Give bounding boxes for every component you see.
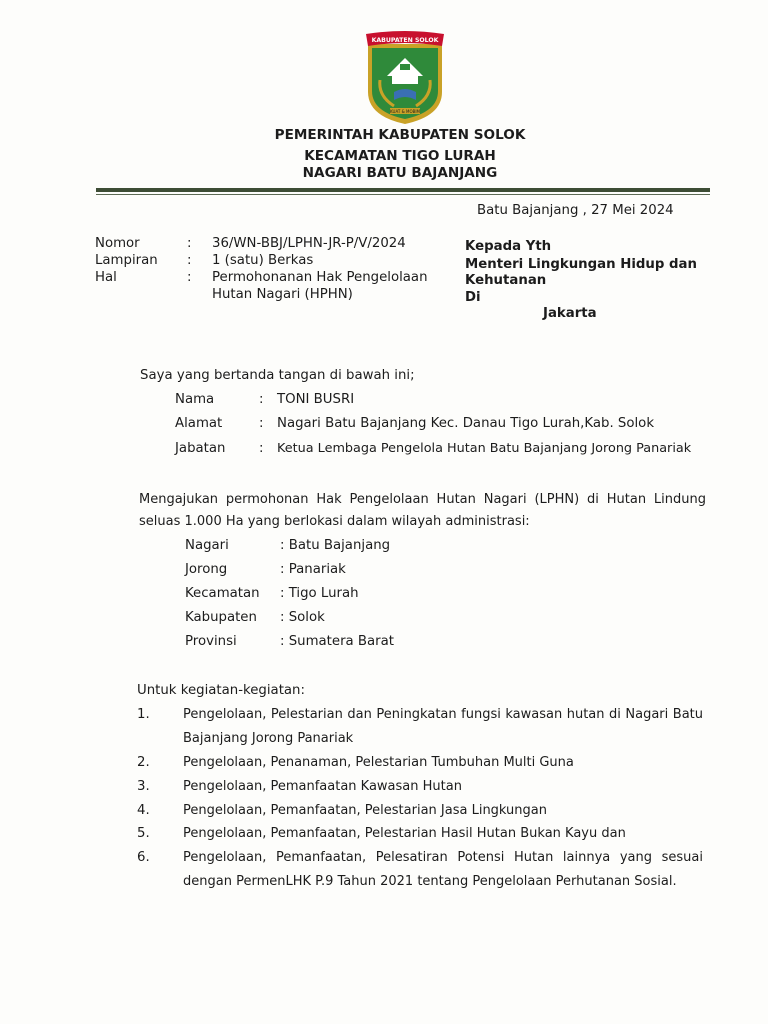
signer-jabatan-label: Jabatan — [175, 441, 226, 456]
signer-nama-label: Nama — [175, 392, 215, 407]
activity-3-number: 3. — [137, 779, 150, 794]
location-nagari-value: : Batu Bajanjang — [280, 538, 391, 553]
signer-alamat-label: Alamat — [175, 416, 223, 431]
hal-label: Hal — [95, 270, 117, 285]
location-kabupaten-value: : Solok — [280, 610, 325, 625]
hal-value-line1: Permohonanan Hak Pengelolaan — [212, 270, 428, 285]
activity-3-text: Pengelolaan, Pemanfaatan Kawasan Hutan — [183, 779, 462, 794]
letterhead-line3: NAGARI BATU BAJANJANG — [302, 165, 498, 181]
request-line2: seluas 1.000 Ha yang berlokasi dalam wilayah administrasi: — [139, 514, 530, 529]
activity-1-number: 1. — [137, 707, 150, 722]
signer-alamat-colon: : — [259, 416, 264, 431]
signer-alamat-value: Nagari Batu Bajanjang Kec. Danau Tigo Lurah,Kab. Solok — [277, 416, 655, 431]
hal-value-line2: Hutan Nagari (HPHN) — [212, 287, 353, 302]
letterhead-line1: PEMERINTAH KABUPATEN SOLOK — [274, 127, 526, 143]
location-provinsi-label: Provinsi — [185, 634, 237, 649]
location-nagari-label: Nagari — [185, 538, 229, 553]
emblem-banner-text: KABUPATEN SOLOK — [371, 37, 439, 44]
letterhead-line2: KECAMATAN TIGO LURAH — [304, 148, 496, 164]
location-kabupaten-label: Kabupaten — [185, 610, 257, 625]
activity-5-number: 5. — [137, 826, 150, 841]
signer-jabatan-colon: : — [259, 441, 264, 456]
kabupaten-solok-emblem — [364, 30, 446, 126]
opening-sentence: Saya yang bertanda tangan di bawah ini; — [140, 368, 415, 383]
activity-1-line2: Bajanjang Jorong Panariak — [183, 731, 354, 746]
activities-intro: Untuk kegiatan-kegiatan: — [137, 683, 305, 698]
activity-4-number: 4. — [137, 803, 150, 818]
recipient-line1: Kepada Yth — [465, 239, 552, 254]
lampiran-colon: : — [187, 253, 192, 268]
recipient-line2: Menteri Lingkungan Hidup dan — [465, 257, 697, 272]
activity-5-text: Pengelolaan, Pemanfaatan, Pelestarian Hasil Hutan Bukan Kayu dan — [183, 826, 626, 841]
signer-nama-value: TONI BUSRI — [277, 392, 355, 407]
activity-2-number: 2. — [137, 755, 150, 770]
recipient-line4: Di — [465, 290, 481, 305]
location-jorong-label: Jorong — [185, 562, 228, 577]
lampiran-label: Lampiran — [95, 253, 158, 268]
activity-1-line1: Pengelolaan, Pelestarian dan Peningkatan fungsi kawasan hutan di Nagari Batu — [183, 707, 703, 722]
nomor-label: Nomor — [95, 236, 140, 251]
location-jorong-value: : Panariak — [280, 562, 346, 577]
activity-6-line2: dengan PermenLHK P.9 Tahun 2021 tentang Pengelolaan Perhutanan Sosial. — [183, 874, 677, 889]
letterhead-rule-thin — [96, 194, 710, 195]
nomor-value: 36/WN-BBJ/LPHN-JR-P/V/2024 — [212, 236, 406, 251]
nomor-colon: : — [187, 236, 192, 251]
letter-date: Batu Bajanjang , 27 Mei 2024 — [477, 203, 674, 218]
lampiran-value: 1 (satu) Berkas — [212, 253, 314, 268]
activity-6-number: 6. — [137, 850, 150, 865]
location-kecamatan-value: : Tigo Lurah — [280, 586, 359, 601]
activity-4-text: Pengelolaan, Pemanfaatan, Pelestarian Jasa Lingkungan — [183, 803, 547, 818]
signer-nama-colon: : — [259, 392, 264, 407]
recipient-line3: Kehutanan — [465, 273, 547, 288]
location-kecamatan-label: Kecamatan — [185, 586, 260, 601]
emblem-motto-text: KUAT & MOBIM — [390, 109, 420, 114]
activity-2-text: Pengelolaan, Penanaman, Pelestarian Tumbuhan Multi Guna — [183, 755, 574, 770]
recipient-city: Jakarta — [543, 306, 597, 321]
hal-colon: : — [187, 270, 192, 285]
location-provinsi-value: : Sumatera Barat — [280, 634, 395, 649]
signer-jabatan-value: Ketua Lembaga Pengelola Hutan Batu Bajanjang Jorong Panariak — [277, 441, 692, 456]
request-line1: Mengajukan permohonan Hak Pengelolaan Hutan Nagari (LPHN) di Hutan Lindung — [139, 492, 706, 507]
letterhead-rule — [96, 188, 710, 192]
activity-6-line1: Pengelolaan, Pemanfaatan, Pelesatiran Potensi Hutan lainnya yang sesuai — [183, 850, 703, 865]
